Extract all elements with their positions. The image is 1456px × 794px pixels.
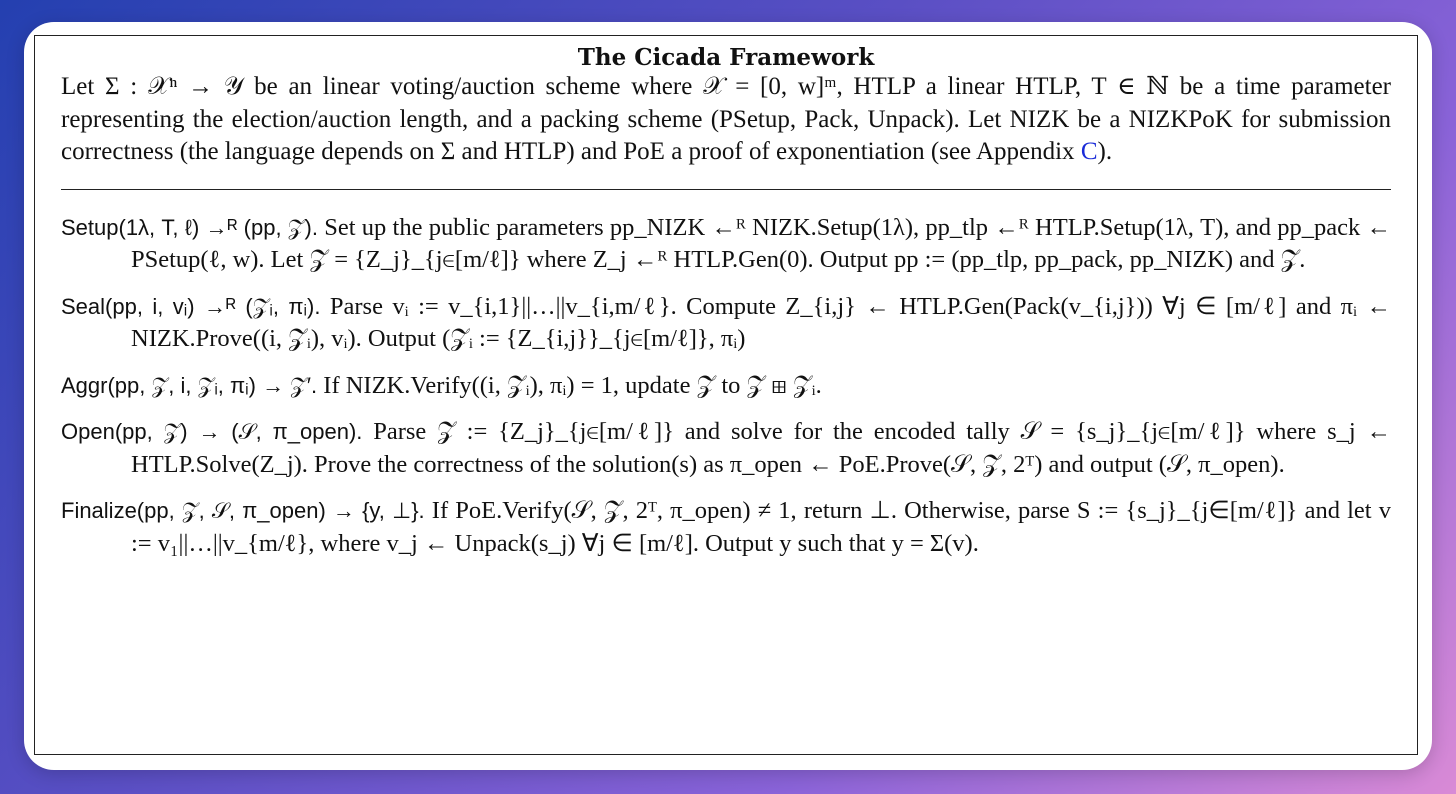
algorithm-body: Set up the public parameters pp_NIZK ←ᴿ NIZK.Setup(1λ), pp_tlp ←ᴿ HTLP.Setup(1λ, T), and pp_pack ← PSetup(ℓ, w). Let 𝒵 = {Z_j}_{j∈[m/ℓ]} where Z_j ←ᴿ HTLP.Gen(0). Output pp := (pp_tlp, pp_pack, pp_NIZK) and 𝒵. [131, 213, 1392, 273]
framework-title: The Cicada Framework [577, 44, 875, 71]
framework-content [61, 36, 1391, 560]
intro-paragraph [61, 71, 1391, 169]
intro-text: Let Σ : 𝒳ⁿ → 𝒴 be an linear voting/auction scheme where 𝒳 = [0, w]ᵐ, HTLP a linear HTLP, T ∈ ℕ be a time parameter representing the election/auction length, and a packing scheme (PSetup, Pack, Unpack). Let NIZK be a NIZKPoK for submission correctness (the language depends on Σ and HTLP) and PoE a proof of exponentiation (see Appendix [61, 73, 1391, 165]
framework-box [34, 35, 1418, 755]
content-card [24, 22, 1432, 770]
algorithm-body: If NIZK.Verify((i, 𝒵ᵢ), πᵢ) = 1, update 𝒵 to 𝒵 ⊞ 𝒵ᵢ. [317, 371, 822, 399]
algorithm-finalize [61, 495, 1391, 560]
algorithm-body: Parse vᵢ := v_{i,1}||…||v_{i,m/ℓ}. Compute Z_{i,j} ← HTLP.Gen(Pack(v_{i,j})) ∀j ∈ [m/ℓ] and πᵢ ← NIZK.Prove((i, 𝒵ᵢ), vᵢ). Output (𝒵ᵢ := {Z_{i,j}}_{j∈[m/ℓ]}, πᵢ) [131, 292, 1391, 352]
algorithm-head: Aggr(pp, 𝒵, i, 𝒵ᵢ, πᵢ) → 𝒵′. [61, 372, 318, 398]
divider [61, 189, 1391, 190]
algorithm-body: Parse 𝒵 := {Z_j}_{j∈[m/ℓ]} and solve for the encoded tally 𝒮 = {s_j}_{j∈[m/ℓ]} where s_j ← HTLP.Solve(Z_j). Prove the correctness of the solution(s) as π_open ← PoE.Prove(𝒮, 𝒵, 2ᵀ) and output (𝒮, π_open). [131, 418, 1391, 478]
algorithm-open [61, 416, 1391, 481]
algorithm-head: Finalize(pp, 𝒵, 𝒮, π_open) → {y, ⊥}. [61, 498, 425, 523]
algorithm-aggr [61, 370, 1391, 403]
algorithm-body: If PoE.Verify(𝒮, 𝒵, 2ᵀ, π_open) ≠ 1, return ⊥. Otherwise, parse S := {s_j}_{j∈[m/ℓ]} and let v := v₁||…||v_{m/ℓ}, where v_j ← Unpack(s_j) ∀j ∈ [m/ℓ]. Output y such that y = Σ(v). [131, 497, 1391, 557]
algorithm-list [61, 212, 1391, 561]
intro-tail: ). [1097, 138, 1113, 165]
algorithm-setup [61, 212, 1391, 277]
algorithm-seal [61, 291, 1391, 356]
algorithm-head: Open(pp, 𝒵) → (𝒮, π_open). [61, 419, 363, 444]
algorithm-head: Seal(pp, i, vᵢ) →ᴿ (𝒵ᵢ, πᵢ). [61, 293, 321, 319]
appendix-link[interactable]: C [1080, 138, 1098, 165]
algorithm-head: Setup(1λ, T, ℓ) →ᴿ (pp, 𝒵). [61, 214, 318, 240]
